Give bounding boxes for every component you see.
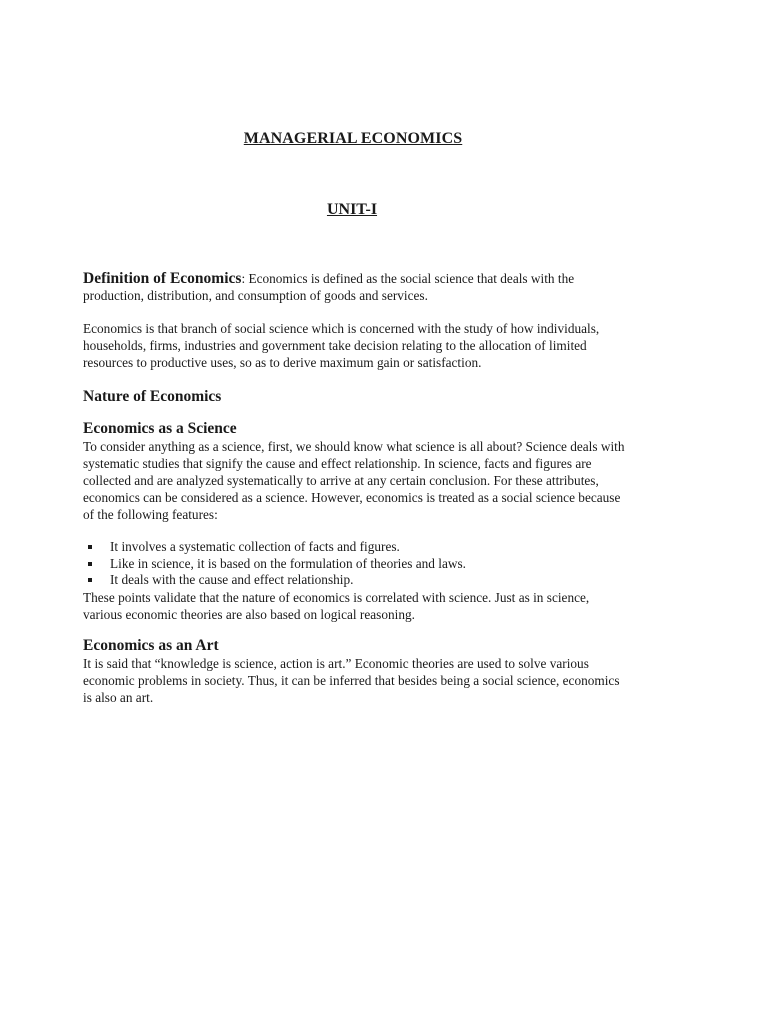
science-paragraph: To consider anything as a science, first, we should know what science is all about? Science deals with systematic studies that signify the cause and effect relationship. In science, facts and figures are collected and are analyzed systematically to arrive at any certain conclusion. For these attributes, economics can be considered as a science. However, economics is treated as a social science because of the following features: [83,439,625,522]
list-item-text: It involves a systematic collection of facts and figures. [110,539,400,554]
list-item-text: It deals with the cause and effect relationship. [110,572,354,587]
list-item [83,572,628,589]
list-item [83,556,628,573]
list-item-text: Like in science, it is based on the formulation of theories and laws. [110,555,466,571]
art-heading: Economics as an Art [83,636,219,654]
unit-title: UNIT-I [326,201,378,218]
nature-heading: Nature of Economics [83,388,222,405]
art-paragraph: It is said that “knowledge is science, action is art.” Economic theories are used to solve various economic problems in society. Thus, it can be inferred that besides being a social science, economics is also an art. [83,655,620,705]
definition-paragraph [83,270,628,304]
science-heading: Economics as a Science [83,420,237,437]
document-title: MANAGERIAL ECONOMICS [243,130,463,147]
science-conclusion: These points validate that the nature of economics is correlated with science. Just as in science, various economic theories are also based on logical reasoning. [83,589,590,622]
bullet-icon [88,545,92,549]
science-features-list [83,539,628,589]
definition-term: Definition of Economics [83,270,242,287]
definition-text: : Economics is defined as the social science that deals with the production, distribution, and consumption of goods and services. [83,271,575,303]
list-item [83,539,628,556]
document-body [83,270,628,706]
bullet-icon [88,578,92,582]
economics-branch-paragraph: Economics is that branch of social science which is concerned with the study of how individuals, households, firms, industries and government take decision relating to the allocation of limited resources to productive uses, so as to derive maximum gain or satisfaction. [83,321,600,370]
bullet-icon [88,562,92,566]
